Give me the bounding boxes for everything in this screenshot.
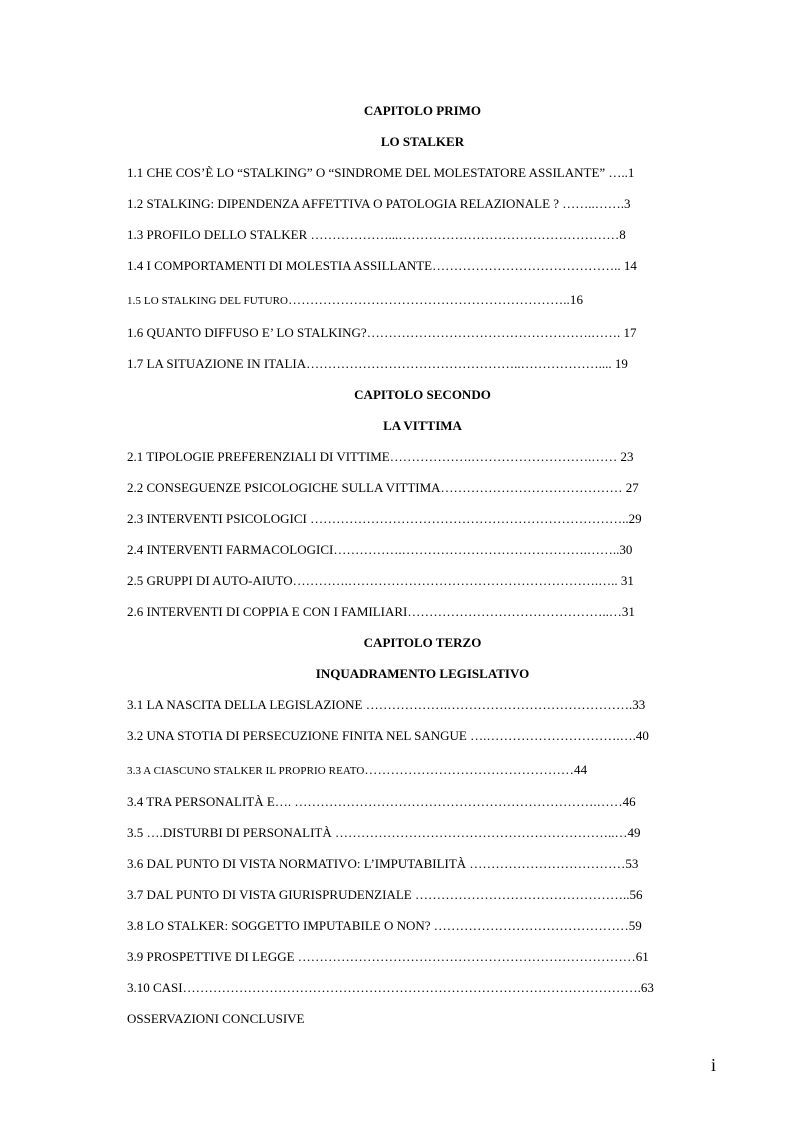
toc-entry-1-5-page: 16	[569, 292, 584, 307]
toc-entry-3-3-page: 44	[574, 762, 588, 777]
toc-entry-2-4: 2.4 INTERVENTI FARMACOLOGICI…………….…………………………………….……..30	[127, 542, 633, 557]
toc-entry-conclusions: OSSERVAZIONI CONCLUSIVE	[127, 1011, 305, 1026]
toc-entry-1-5-leader: ………………………………………………………..	[288, 292, 570, 307]
toc-entry-1-2: 1.2 STALKING: DIPENDENZA AFFETTIVA O PATOLOGIA RELAZIONALE ? ……..…….3	[127, 196, 631, 211]
toc-entry-1-7: 1.7 LA SITUAZIONE IN ITALIA…………………………………………..……………….... 19	[127, 356, 628, 371]
toc-entry-2-2: 2.2 CONSEGUENZE PSICOLOGICHE SULLA VITTIMA…………………………………… 27	[127, 480, 639, 495]
toc-entry-2-3: 2.3 INTERVENTI PSICOLOGICI ………………………………………………………………..29	[127, 511, 642, 526]
toc-entry-1-5-title: 1.5 LO STALKING DEL FUTURO	[127, 295, 289, 307]
toc-entry-1-5	[127, 292, 583, 308]
toc-entry-3-2: 3.2 UNA STOTIA DI PERSECUZIONE FINITA NEL SANGUE ….………………………….….40	[127, 728, 649, 743]
toc-entry-3-3-title: 3.3 A CIASCUNO STALKER IL PROPRIO REATO	[127, 765, 365, 777]
toc-entry-2-1: 2.1 TIPOLOGIE PREFERENZIALI DI VITTIME……………….……………………….…… 23	[127, 449, 634, 464]
chapter-2-subtitle: LA VITTIMA	[383, 418, 462, 433]
toc-entry-2-6: 2.6 INTERVENTI DI COPPIA E CON I FAMILIARI………………………………………..…31	[127, 604, 635, 619]
toc-entry-1-4: 1.4 I COMPORTAMENTI DI MOLESTIA ASSILLANTE…………………………………….. 14	[127, 258, 637, 273]
chapter-1-title: CAPITOLO PRIMO	[363, 103, 482, 118]
toc-entry-3-3	[127, 762, 587, 778]
chapter-2-title: CAPITOLO SECONDO	[354, 387, 491, 402]
toc-entry-3-1: 3.1 LA NASCITA DELLA LEGISLAZIONE ……………….…………………………………….33	[127, 697, 646, 712]
toc-entry-3-4: 3.4 TRA PERSONALITÀ E…. …………………………………………………………….……46	[127, 794, 636, 809]
toc-entry-2-5: 2.5 GRUPPI DI AUTO-AIUTO………….………………………………………………….….. 31	[127, 573, 634, 588]
toc-entry-3-5: 3.5 ….DISTURBI DI PERSONALITÀ ………………………………………………………..…49	[127, 825, 641, 840]
chapter-1-subtitle: LO STALKER	[380, 134, 465, 149]
toc-entry-3-3-leader: …………………………………………	[364, 762, 575, 777]
chapter-3-subtitle: INQUADRAMENTO LEGISLATIVO	[315, 666, 530, 681]
toc-entry-3-6: 3.6 DAL PUNTO DI VISTA NORMATIVO: L’IMPUTABILITÀ ………………………………53	[127, 856, 639, 871]
toc-entry-3-8: 3.8 LO STALKER: SOGGETTO IMPUTABILE O NON? ………………………………………59	[127, 918, 642, 933]
toc-entry-1-3: 1.3 PROFILO DELLO STALKER ………………...……………………………………………8	[127, 227, 626, 242]
page-number: i	[711, 1055, 717, 1075]
toc-entry-1-1: 1.1 CHE COS’È LO “STALKING” O “SINDROME DEL MOLESTATORE ASSILANTE” …..1	[127, 165, 635, 180]
toc-entry-3-7: 3.7 DAL PUNTO DI VISTA GIURISPRUDENZIALE …………………………………………..56	[127, 887, 643, 902]
toc-entry-3-10: 3.10 CASI…………………………………………………………………………………………….63	[127, 980, 654, 995]
chapter-3-title: CAPITOLO TERZO	[363, 635, 482, 650]
toc-entry-3-9: 3.9 PROSPETTIVE DI LEGGE ……………………………………………………………………61	[127, 949, 649, 964]
toc-entry-1-6: 1.6 QUANTO DIFFUSO E’ LO STALKING?…………………………………………….……. 17	[127, 325, 637, 340]
